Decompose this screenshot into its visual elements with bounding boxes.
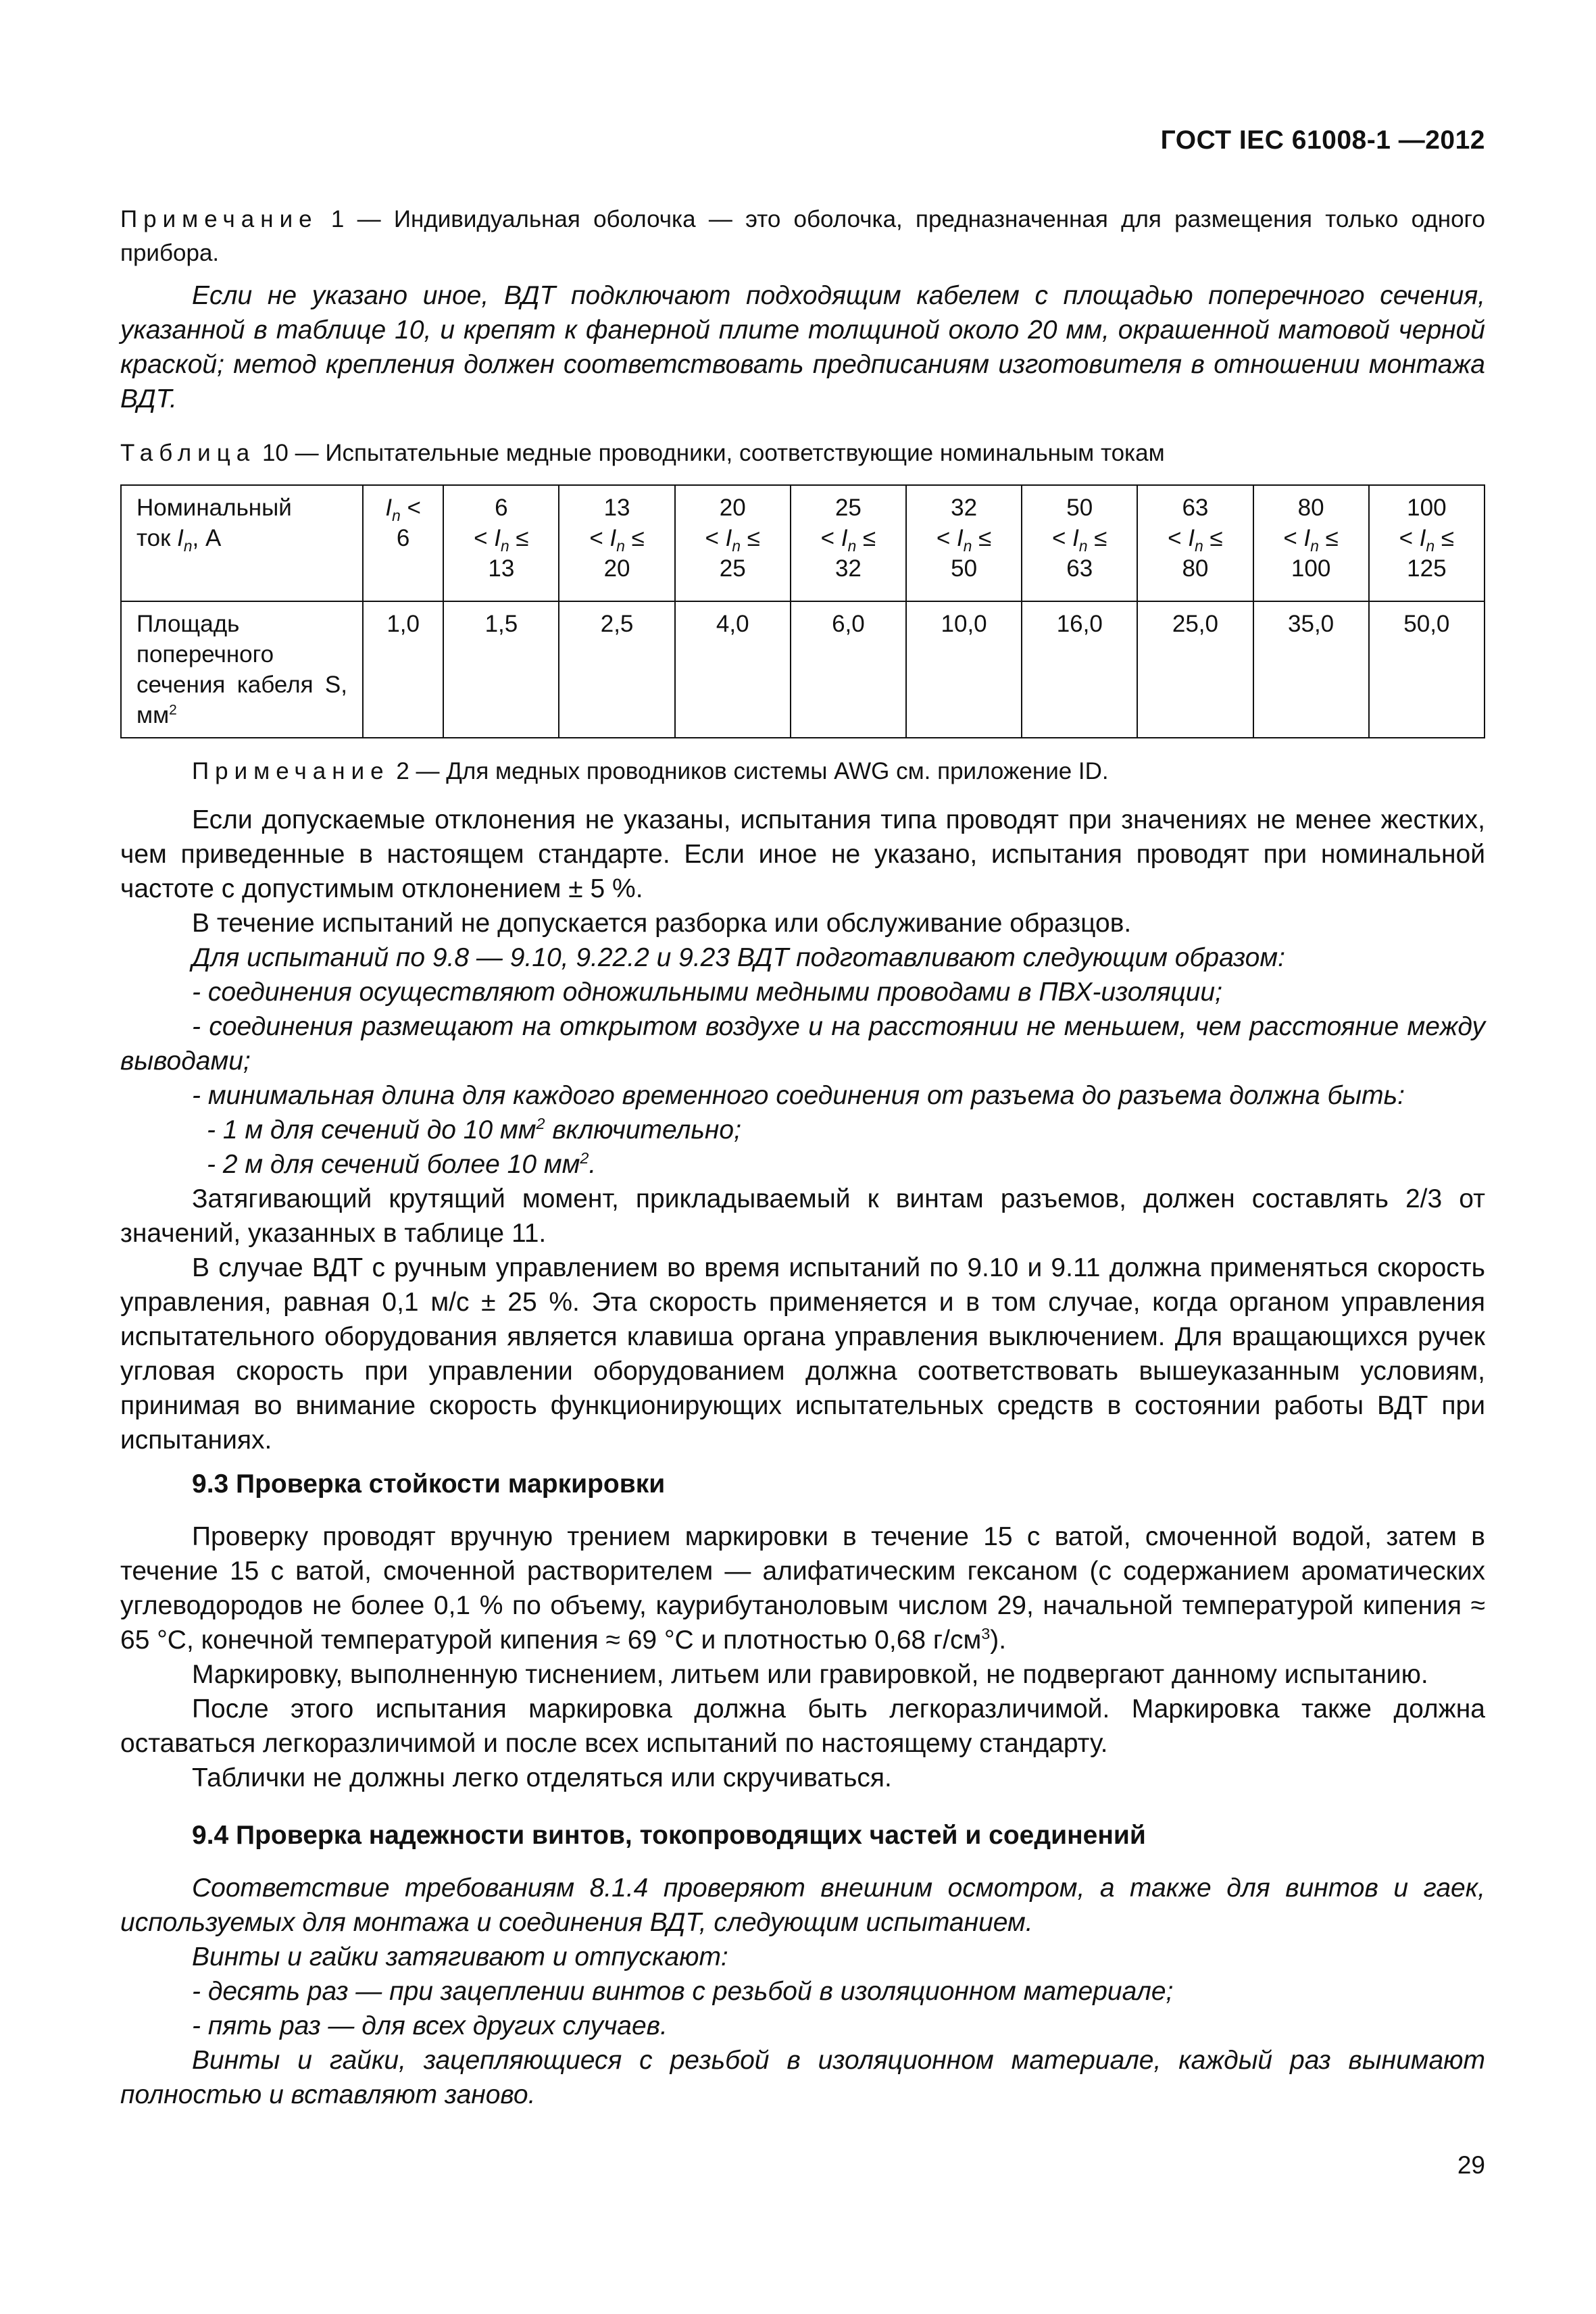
range-cell-2: 6 < $I_n$ ≤ 13 bbox=[443, 485, 559, 601]
paragraph-torque: Затягивающий крутящий момент, прикладываемый к винтам разъемов, должен составлять 2/3 от значений, указанных в таблице 11. bbox=[120, 1184, 1485, 1248]
range-cell-4: 20 < $I_n$ ≤ 25 bbox=[675, 485, 791, 601]
list-item-sup: 2 bbox=[536, 1115, 545, 1132]
area-cell: 6,0 bbox=[791, 601, 906, 738]
paragraph-sup: 3 bbox=[981, 1625, 991, 1642]
range-lo: 20 bbox=[719, 495, 746, 521]
area-cell: 1,5 bbox=[443, 601, 559, 738]
paragraph-manual-operation: В случае ВДТ с ручным управлением во время испытаний по 9.10 и 9.11 должна применяться скорость управления, равная 0,1 м/с ± 25 %. Эта скорость применяется и в том случае, когда органом управления испытательного оборудования является клавиша органа управления выключением. Для вращающихся ручек угловая скорость при управлении оборудованием должна соответствовать вышеуказанным условиям, принимая во внимание скорость функционирующих испытательных средств в состоянии работы ВДТ при испытаниях. bbox=[120, 1253, 1485, 1455]
range-lo: 100 bbox=[1407, 495, 1447, 521]
page-number: 29 bbox=[1457, 2151, 1485, 2179]
paragraph-labels: Таблички не должны легко отделяться или скручиваться. bbox=[192, 1763, 892, 1792]
table-row-area bbox=[121, 601, 1485, 738]
range-cell-9: 80 < $I_n$ ≤ 100 bbox=[1253, 485, 1369, 601]
table-10-caption-text: 10 — Испытательные медные проводники, соответствующие номинальным токам bbox=[255, 440, 1165, 466]
paragraph-embossed: Маркировку, выполненную тиснением, литьем или гравировкой, не подвергают данному испытанию. bbox=[192, 1660, 1428, 1689]
list-item: - пять раз — для всех других случаев. bbox=[192, 2011, 668, 2040]
table-10-caption bbox=[120, 436, 1485, 470]
paragraph-tolerance: Если допускаемые отклонения не указаны, испытания типа проводят при значениях не менее жестких, чем приведенные в настоящем стандарте. Если иное не указано, испытания проводят при номинальной частоте с допустимым отклонением ± 5 %. bbox=[120, 805, 1485, 903]
paragraph-compliance: Соответствие требованиям 8.1.4 проверяют внешним осмотром, а также для винтов и гаек, используемых для монтажа и соединения ВДТ, следующим испытанием. bbox=[120, 1873, 1485, 1937]
range-lo: 32 bbox=[951, 495, 978, 521]
area-cell: 1,0 bbox=[363, 601, 443, 738]
list-item: - соединения осуществляют одножильными медными проводами в ПВХ-изоляции; bbox=[192, 978, 1222, 1007]
paragraph-legible: После этого испытания маркировка должна быть легкоразличимой. Маркировка также должна оставаться легкоразличимой и после всех испытаний по настоящему стандарту. bbox=[120, 1694, 1485, 1758]
area-cell: 2,5 bbox=[559, 601, 674, 738]
note-1-label: Примечание bbox=[120, 206, 318, 232]
paragraph-text: ). bbox=[990, 1626, 1007, 1655]
paragraph-no-service: В течение испытаний не допускается разборка или обслуживание образцов. bbox=[192, 909, 1132, 938]
range-cell-5: 25 < $I_n$ ≤ 32 bbox=[791, 485, 906, 601]
list-intro: Винты и гайки затягивают и отпускают: bbox=[192, 1942, 728, 1971]
list-item: - десять раз — при зацеплении винтов с резьбой в изоляционном материале; bbox=[192, 1977, 1174, 2006]
paragraph-mounting: Если не указано иное, ВДТ подключают подходящим кабелем с площадью поперечного сечения, указанной в таблице 10, и крепят к фанерной плите толщиной около 20 мм, окрашенной матовой черной краской; метод крепления должен соответствовать предписаниям изготовителя в отношении монтажа ВДТ. bbox=[120, 281, 1485, 413]
range-cell-7: 50 < $I_n$ ≤ 63 bbox=[1022, 485, 1137, 601]
range-cell-10: 100 < $I_n$ ≤ 125 bbox=[1369, 485, 1485, 601]
table-10 bbox=[120, 484, 1485, 738]
range-hi: 6 bbox=[396, 525, 410, 551]
area-cell: 25,0 bbox=[1137, 601, 1253, 738]
range-cell-1: $I_n$ < 6 bbox=[363, 485, 443, 601]
range-hi: 80 bbox=[1182, 555, 1209, 582]
list-item-text: включительно; bbox=[545, 1115, 741, 1145]
range-cell-8: 63 < $I_n$ ≤ 80 bbox=[1137, 485, 1253, 601]
list-item-text: - 1 м для сечений до 10 мм bbox=[207, 1115, 537, 1145]
range-lo: 25 bbox=[834, 495, 862, 521]
list-item-sup: 2 bbox=[580, 1149, 589, 1167]
area-cell: 16,0 bbox=[1022, 601, 1137, 738]
paragraph-text: Проверку проводят вручную трением маркировки в течение 15 с ватой, смоченной водой, затем в течение 15 с ватой, смоченной растворителем — алифатическим гексаном (с содержанием ароматических углеводородов не более 0,1 % по объему, каурибутаноловым числом 29, начальной температурой кипения ≈ 65 °С, конечной температурой кипения ≈ 69 °С и плотностью 0,68 г/см bbox=[120, 1522, 1485, 1655]
range-hi: 63 bbox=[1066, 555, 1093, 582]
table-row-current bbox=[121, 485, 1485, 601]
row-head-line-1: Номинальный bbox=[136, 495, 292, 521]
range-hi: 32 bbox=[834, 555, 862, 582]
row-head-line-2: ток bbox=[136, 525, 178, 551]
paragraph-marking-test bbox=[120, 1519, 1485, 1657]
row-head-area-sup: 2 bbox=[169, 702, 177, 718]
paragraph-screws-removed: Винты и гайки, зацепляющиеся с резьбой в изоляционном материале, каждый раз вынимают полностью и вставляют заново. bbox=[120, 2046, 1485, 2109]
list-item: - соединения размещают на открытом воздухе и на расстоянии не меньшем, чем расстояние между выводами; bbox=[120, 1012, 1485, 1076]
list-item bbox=[207, 1113, 1500, 1147]
range-hi: 100 bbox=[1291, 555, 1331, 582]
table-10-caption-label: Таблица bbox=[120, 440, 256, 466]
section-heading-9-4: 9.4 Проверка надежности винтов, токопроводящих частей и соединений bbox=[192, 1821, 1146, 1850]
area-cell: 10,0 bbox=[906, 601, 1022, 738]
row-head-unit: , А bbox=[192, 525, 222, 551]
range-hi: 25 bbox=[719, 555, 746, 582]
range-lo: 63 bbox=[1182, 495, 1209, 521]
note-2 bbox=[192, 755, 1485, 788]
range-hi: 13 bbox=[488, 555, 515, 582]
range-hi: 20 bbox=[603, 555, 630, 582]
note-2-text: 2 — Для медных проводников системы AWG см. приложение ID. bbox=[389, 758, 1109, 784]
area-cell: 4,0 bbox=[675, 601, 791, 738]
area-cell: 50,0 bbox=[1369, 601, 1485, 738]
area-cell: 35,0 bbox=[1253, 601, 1369, 738]
range-hi: 50 bbox=[951, 555, 978, 582]
range-lo: 13 bbox=[603, 495, 630, 521]
note-1 bbox=[120, 203, 1485, 270]
list-item-text: - 2 м для сечений более 10 мм bbox=[207, 1150, 580, 1179]
row-head-rated-current: Номинальный ток $I_n$, А bbox=[121, 485, 363, 601]
range-lo: 6 bbox=[495, 495, 508, 521]
range-cell-3: 13 < $I_n$ ≤ 20 bbox=[559, 485, 674, 601]
range-hi: 125 bbox=[1407, 555, 1447, 582]
note-2-label: Примечание bbox=[192, 758, 390, 784]
row-head-cross-section bbox=[121, 601, 363, 738]
list-item-text: . bbox=[589, 1150, 597, 1179]
row-head-area-text: Площадь поперечного сечения кабеля S, мм bbox=[136, 611, 347, 728]
list-item bbox=[207, 1147, 1500, 1182]
document-header: ГОСТ IEC 61008-1 —2012 bbox=[1160, 126, 1485, 155]
range-lo: 80 bbox=[1297, 495, 1324, 521]
section-heading-9-3: 9.3 Проверка стойкости маркировки bbox=[192, 1469, 666, 1499]
range-cell-6: 32 < $I_n$ ≤ 50 bbox=[906, 485, 1022, 601]
paragraph-preparation: Для испытаний по 9.8 — 9.10, 9.22.2 и 9.23 ВДТ подготавливают следующим образом: bbox=[192, 943, 1285, 972]
list-item: - минимальная длина для каждого временного соединения от разъема до разъема должна быть: bbox=[192, 1081, 1405, 1110]
note-1-text: 1 — Индивидуальная оболочка — это оболочка, предназначенная для размещения только одного прибора. bbox=[120, 206, 1485, 266]
range-lo: 50 bbox=[1066, 495, 1093, 521]
